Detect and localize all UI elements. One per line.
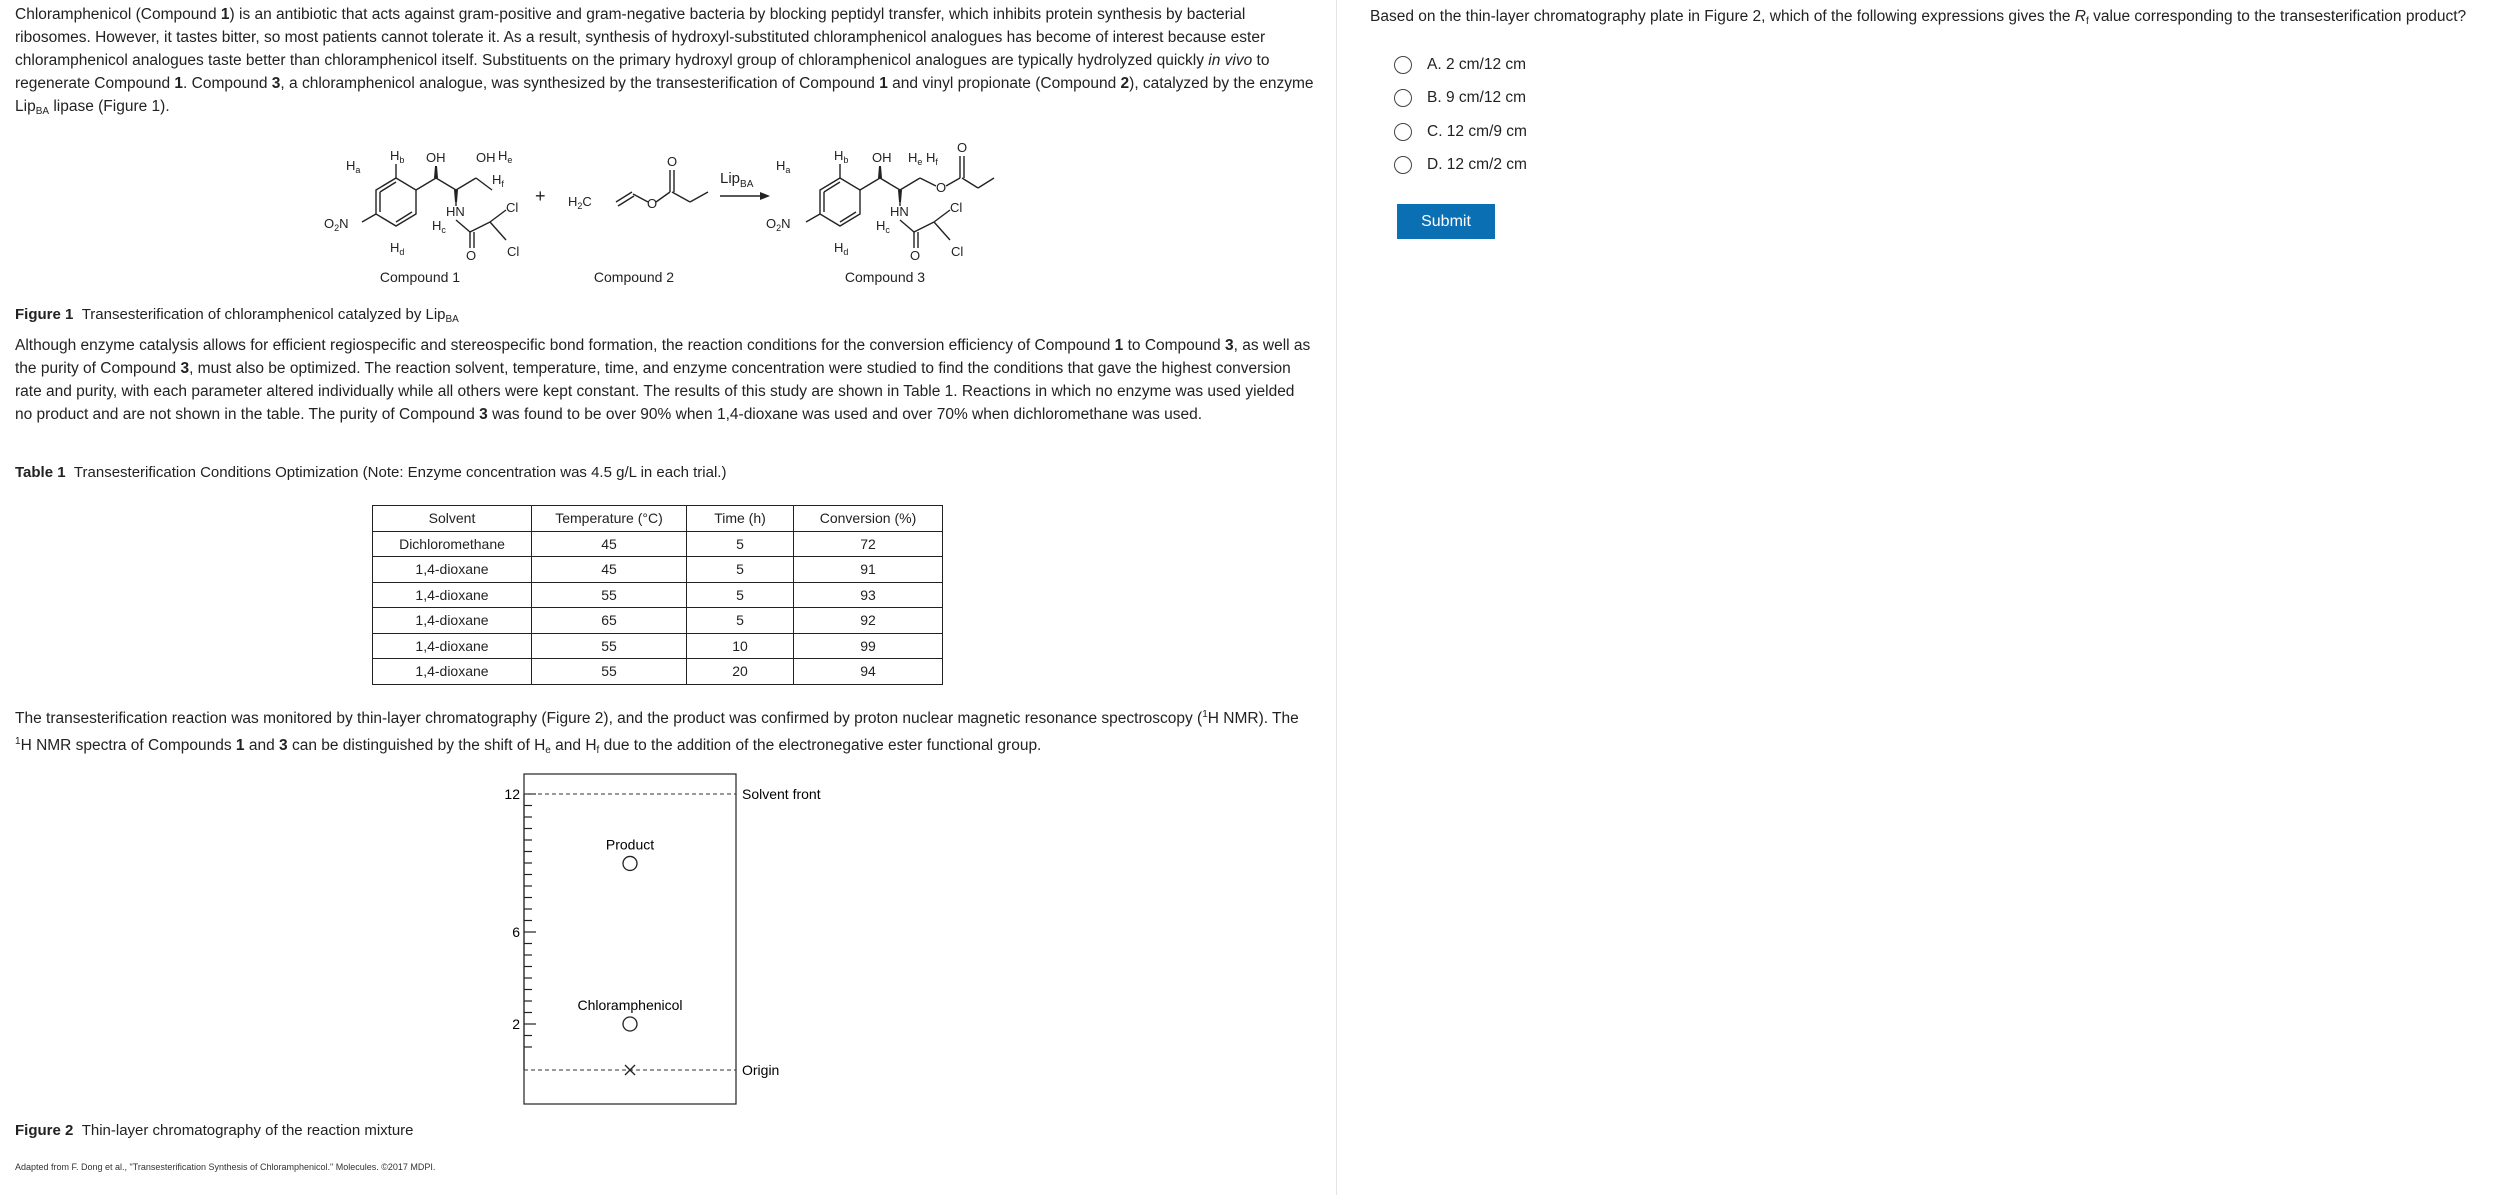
atom-label: Cl	[507, 244, 520, 259]
table-cell: 55	[532, 659, 687, 685]
atom-label: $H_a$	[776, 158, 791, 175]
conditions-table	[372, 505, 943, 685]
table-cell: 91	[794, 557, 943, 583]
plus-sign: +	[535, 186, 546, 206]
table-row	[373, 557, 943, 583]
radio-button[interactable]	[1394, 123, 1412, 141]
atom-label: $H_f$	[926, 150, 938, 167]
table-cell: 5	[687, 557, 794, 583]
atom-label: $H_e$	[908, 150, 923, 167]
atom-label: HN	[446, 204, 465, 219]
origin-x-mark	[625, 1065, 635, 1075]
table-row	[373, 659, 943, 685]
table-cell: 45	[532, 531, 687, 557]
table-cell: 72	[794, 531, 943, 557]
reaction-scheme	[310, 130, 1030, 295]
atom-label: $H_b$	[390, 148, 405, 165]
atom-label: $H_c$	[432, 218, 446, 235]
passage-paragraph-3: The transesterification reaction was monitored by thin-layer chromatography (Figure 2), and the product was confirmed by proton nuclear magnetic resonance spectroscopy ($^1$H NMR). The $^1$H NMR spectra of Compounds 1 and 3 can be distinguished by the shift of $H_e$ and $H_f$ due to the addition of the electronegative ester functional group.	[15, 709, 1299, 756]
table-cell: 1,4-dioxane	[373, 608, 532, 634]
table-row	[373, 633, 943, 659]
atom-label: $H_a$	[346, 158, 361, 175]
product-label: Product	[605, 836, 655, 853]
atom-label: O	[466, 248, 477, 263]
atom-label: $O_2N$	[766, 216, 791, 233]
answer-choice-a[interactable]: A. 2 cm/12 cm	[1394, 53, 1526, 77]
table-cell: 1,4-dioxane	[373, 557, 532, 583]
atom-label: OH	[426, 150, 446, 165]
radio-button[interactable]	[1394, 89, 1412, 107]
chloramphenicol-spot	[623, 1017, 637, 1031]
atom-label: HN	[890, 204, 909, 219]
table-1-caption: Table 1 Transesterification Conditions Optimization (Note: Enzyme concentration was 4.5 g/L in each trial.)	[15, 464, 727, 481]
axis-tick-label: 6	[512, 924, 520, 940]
atom-label: OH	[872, 150, 892, 165]
table-cell: 55	[532, 582, 687, 608]
table-row	[373, 531, 943, 557]
table-cell: 5	[687, 582, 794, 608]
table-cell: 1,4-dioxane	[373, 582, 532, 608]
table-row	[373, 582, 943, 608]
answer-choice-d[interactable]: D. 12 cm/2 cm	[1394, 153, 1527, 177]
table-cell: 45	[532, 557, 687, 583]
compound-3-label: Compound 3	[844, 269, 926, 285]
radio-button[interactable]	[1394, 156, 1412, 174]
passage-paragraph-1: Chloramphenicol (Compound 1) is an antibiotic that acts against gram-positive and gram-negative bacteria by blocking peptidyl transfer, which inhibits protein synthesis by bacterial ribosomes. However, it tastes bitter, so most patients cannot tolerate it. As a result, synthesis of hydroxyl-substituted chloramphenicol analogues has become of interest because ester chloramphenicol analogues taste better than chloramphenicol itself. Substituents on the primary hydroxyl group of chloramphenicol analogues are typically hydrolyzed quickly in vivo to regenerate Compound 1. Compound 3, a chloramphenicol analogue, was synthesized by the transesterification of Compound 1 and vinyl propionate (Compound 2), catalyzed by the enzyme Lip$_{BA}$ lipase (Figure 1).	[15, 6, 1314, 117]
tlc-plate-border	[524, 774, 736, 1104]
table-cell: 99	[794, 633, 943, 659]
atom-label: $H_b$	[834, 148, 849, 165]
atom-label: O	[647, 196, 658, 211]
table-row	[373, 608, 943, 634]
table-cell: 92	[794, 608, 943, 634]
atom-label: $H_2C$	[568, 194, 592, 211]
atom-label: $H_d$	[834, 240, 849, 257]
column-header: Solvent	[373, 506, 532, 532]
table-cell: 55	[532, 633, 687, 659]
answer-choice-c[interactable]: C. 12 cm/9 cm	[1394, 120, 1527, 144]
passage-paragraph-2: Although enzyme catalysis allows for efficient regiospecific and stereospecific bond formation, the reaction conditions for the conversion efficiency of Compound 1 to Compound 3, as well as the purity of Compound 3, must also be optimized. The reaction solvent, temperature, time, and enzyme concentration were studied to find the conditions that gave the highest conversion rate and purity, with each parameter altered individually while all others were kept constant. The results of this study are shown in Table 1. Reactions in which no enzyme was used yielded no product and are not shown in the table. The purity of Compound 3 was found to be over 90% when 1,4-dioxane was used and over 70% when dichloromethane was used.	[15, 337, 1311, 423]
submit-button[interactable]: Submit	[1397, 204, 1495, 239]
column-header: Time (h)	[687, 506, 794, 532]
compound-2-label: Compound 2	[593, 269, 675, 285]
atom-label: O	[667, 154, 678, 169]
table-cell: 5	[687, 531, 794, 557]
figure-1-caption: Figure 1 Transesterification of chloramphenicol catalyzed by Lip$_{BA}$	[15, 306, 459, 325]
atom-label: OH	[476, 150, 496, 165]
radio-button[interactable]	[1394, 56, 1412, 74]
arrow-label: Lip$_{BA}$	[720, 170, 754, 190]
column-header: Temperature (°C)	[532, 506, 687, 532]
table-cell: 94	[794, 659, 943, 685]
atom-label: O	[957, 140, 968, 155]
table-cell: 5	[687, 608, 794, 634]
table-cell: 1,4-dioxane	[373, 633, 532, 659]
table-cell: 93	[794, 582, 943, 608]
tlc-plate	[490, 770, 850, 1110]
atom-label: $H_d$	[390, 240, 405, 257]
solvent-front-label: Solvent front	[742, 786, 821, 802]
atom-label: $O_2N$	[324, 216, 349, 233]
atom-label: $H_f$	[492, 172, 504, 189]
column-header: Conversion (%)	[794, 506, 943, 532]
atom-label: Cl	[950, 200, 963, 215]
axis-tick-label: 2	[512, 1016, 520, 1032]
table-cell: 10	[687, 633, 794, 659]
chloramphenicol-label: Chloramphenicol	[577, 997, 683, 1013]
atom-label: O	[936, 180, 947, 195]
atom-label: $H_e$	[498, 148, 513, 165]
table-cell: Dichloromethane	[373, 531, 532, 557]
table-header-row	[373, 506, 943, 532]
source-credit: Adapted from F. Dong et al., "Transesterification Synthesis of Chloramphenicol." Molecules. ©2017 MDPI.	[15, 1162, 436, 1172]
compound-1-label: Compound 1	[379, 269, 461, 285]
axis-tick-label: 12	[504, 786, 520, 802]
question-stem: Based on the thin-layer chromatography plate in Figure 2, which of the following expressions gives the $R_f$ value corresponding to the transesterification product?	[1370, 8, 2467, 27]
table-cell: 20	[687, 659, 794, 685]
question-pane	[1338, 0, 2512, 1195]
table-cell: 65	[532, 608, 687, 634]
atom-label: Cl	[506, 200, 519, 215]
table-cell: 1,4-dioxane	[373, 659, 532, 685]
atom-label: O	[910, 248, 921, 263]
atom-label: $H_c$	[876, 218, 890, 235]
answer-choice-b[interactable]: B. 9 cm/12 cm	[1394, 86, 1526, 110]
figure-2-caption: Figure 2 Thin-layer chromatography of the reaction mixture	[15, 1122, 414, 1139]
origin-label: Origin	[742, 1062, 780, 1078]
product-spot	[623, 856, 637, 870]
atom-label: Cl	[951, 244, 964, 259]
